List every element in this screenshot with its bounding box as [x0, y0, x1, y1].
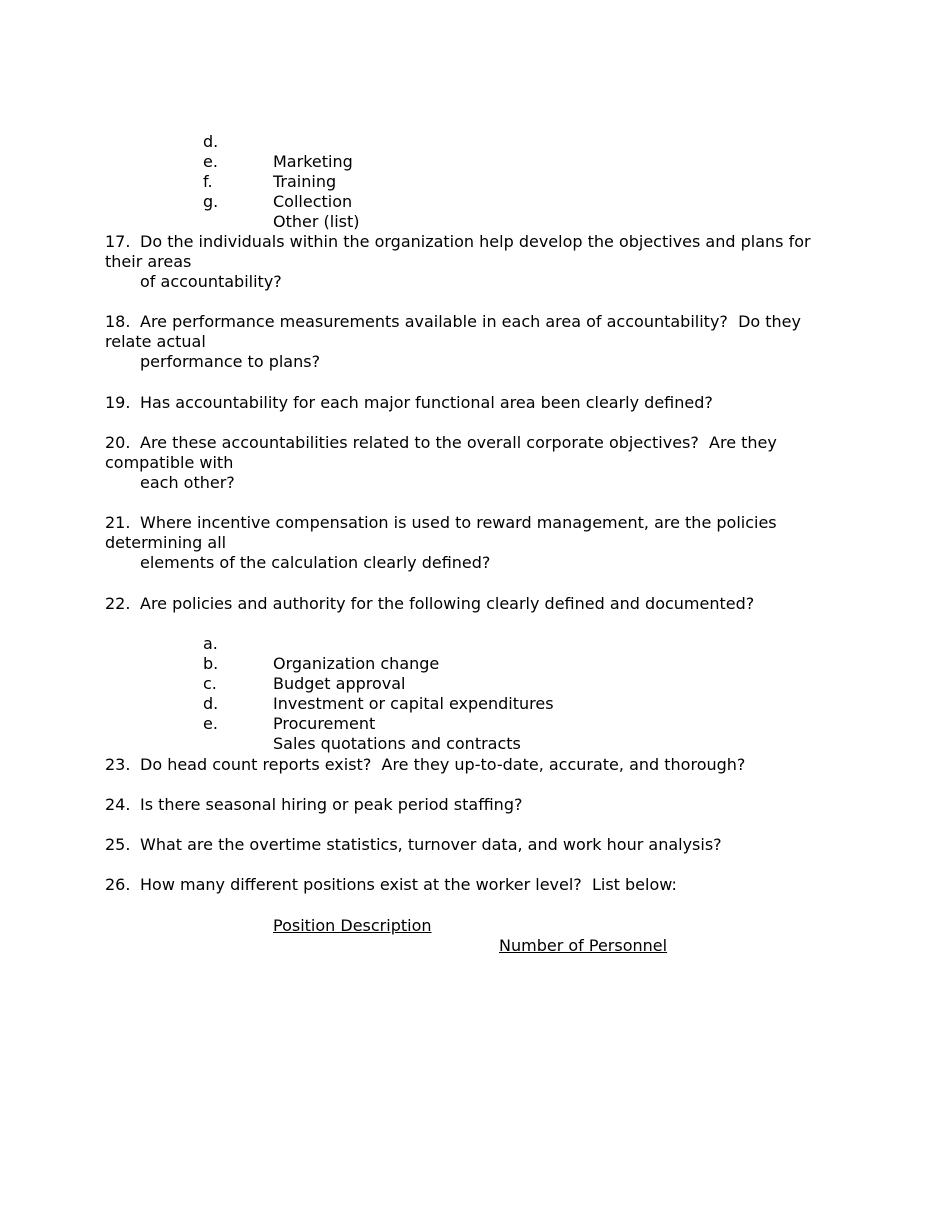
question-number: 17.	[105, 232, 131, 251]
list-item-text: Investment or capital expenditures	[273, 694, 554, 713]
question-text: compatible with	[105, 453, 234, 472]
question-text: Where incentive compensation is used to reward management, are the policies	[140, 513, 777, 532]
question-number: 18.	[105, 312, 131, 331]
question-text: What are the overtime statistics, turnover data, and work hour analysis?	[140, 835, 722, 854]
question-text: elements of the calculation clearly defined?	[140, 553, 491, 572]
list-item-label: c.	[203, 674, 217, 693]
list-item-text: Other (list)	[273, 212, 360, 231]
question-text: Has accountability for each major functional area been clearly defined?	[140, 393, 713, 412]
list-item-label: e.	[203, 152, 218, 171]
list-item-label: a.	[203, 634, 218, 653]
question-number: 25.	[105, 835, 131, 854]
column-header-number-of-personnel: Number of Personnel	[499, 936, 668, 955]
column-header-position-description: Position Description	[273, 916, 432, 935]
list-item-label: e.	[203, 714, 218, 733]
question-number: 26.	[105, 875, 131, 894]
list-item-label: d.	[203, 694, 219, 713]
question-text: Are these accountabilities related to the overall corporate objectives? Are they	[140, 433, 777, 452]
list-item-text: Collection	[273, 192, 353, 211]
list-item-label: b.	[203, 654, 219, 673]
question-text: each other?	[140, 473, 235, 492]
question-text: determining all	[105, 533, 227, 552]
question-text: their areas	[105, 252, 192, 271]
list-item-text: Procurement	[273, 714, 376, 733]
list-item-text: Sales quotations and contracts	[273, 734, 521, 753]
list-item-text: Organization change	[273, 654, 440, 673]
list-item-text: Marketing	[273, 152, 353, 171]
list-item-label: f.	[203, 172, 213, 191]
question-text: How many different positions exist at the worker level? List below:	[140, 875, 677, 894]
list-item-text: Training	[273, 172, 337, 191]
question-number: 24.	[105, 795, 131, 814]
question-text: of accountability?	[140, 272, 282, 291]
list-item-label: g.	[203, 192, 219, 211]
question-number: 23.	[105, 755, 131, 774]
question-number: 19.	[105, 393, 131, 412]
question-number: 22.	[105, 594, 131, 613]
question-text: relate actual	[105, 332, 206, 351]
question-text: Are performance measurements available in each area of accountability? Do they	[140, 312, 801, 331]
question-text: Do the individuals within the organization help develop the objectives and plans for	[140, 232, 811, 251]
question-number: 21.	[105, 513, 131, 532]
question-text: Are policies and authority for the following clearly defined and documented?	[140, 594, 755, 613]
question-text: Do head count reports exist? Are they up-to-date, accurate, and thorough?	[140, 755, 746, 774]
question-number: 20.	[105, 433, 131, 452]
question-text: Is there seasonal hiring or peak period staffing?	[140, 795, 523, 814]
question-text: performance to plans?	[140, 352, 321, 371]
table-header-row	[0, 896, 668, 976]
list-item-label: d.	[203, 132, 219, 151]
list-item-text: Budget approval	[273, 674, 406, 693]
